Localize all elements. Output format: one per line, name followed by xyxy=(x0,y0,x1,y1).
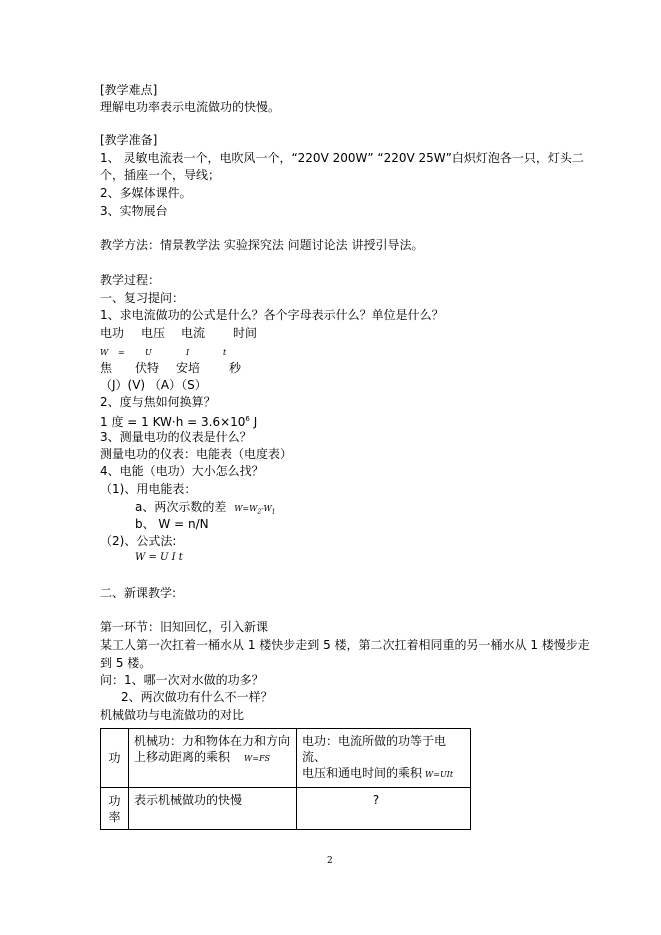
difficulty-text: 理解电功率表示电流做功的快慢。 xyxy=(100,100,281,114)
question-1: 1、求电流做功的公式是什么？各个字母表示什么？单位是什么？ xyxy=(100,308,444,322)
conversion-formula: 1 度 = 1 $KW\cdot h = 3.6\times 10^6$ J xyxy=(100,415,258,429)
name-voltage: 电压 xyxy=(141,326,166,340)
meter-answer: 测量电功的仪表：电能表（电度表） xyxy=(100,447,293,461)
unit-second: 秒 xyxy=(229,361,242,375)
table-row xyxy=(101,788,471,830)
unit-ampere: 安培 xyxy=(176,361,201,375)
question-4: 4、电能（电功）大小怎么找？ xyxy=(100,464,264,478)
comparison-table xyxy=(100,728,471,830)
process-heading: 教学过程： xyxy=(100,273,161,287)
method-meter-b: b、 W = n/N xyxy=(135,517,209,531)
question-2: 2、度与焦如何换算？ xyxy=(100,395,216,409)
method-meter: （1)、用电能表： xyxy=(100,482,197,496)
symbol-w: W xyxy=(100,348,109,357)
new-lesson-heading: 二、新课教学: xyxy=(100,586,177,600)
prep-item2: 2、多媒体课件。 xyxy=(100,186,192,200)
prep-heading: [教学准备] xyxy=(100,133,158,147)
difficulty-heading: [教学难点] xyxy=(100,83,158,97)
method-meter-a: a、两次示数的差 $W=W_2-W_1$ xyxy=(135,500,276,516)
name-time: 时间 xyxy=(233,326,258,340)
prep-item3: 3、实物展台 xyxy=(100,204,168,218)
cell-mechanical-work: 机械功：力和物体在力和方向 上移动距离的乘积 W=FS xyxy=(129,729,297,788)
story-line-2: 到 5 楼。 xyxy=(100,656,152,670)
name-work: 电功 xyxy=(100,326,125,340)
cell-mechanical-power: 表示机械做功的快慢 xyxy=(129,788,297,830)
method-formula: （2)、公式法: xyxy=(100,534,177,548)
symbol-i: I xyxy=(186,348,190,357)
unit-volt: 伏特 xyxy=(135,361,160,375)
question-3: 3、测量电功的仪表是什么？ xyxy=(100,430,252,444)
compare-title: 机械做功与电流做功的对比 xyxy=(100,708,245,722)
step-1: 第一环节：旧知回忆，引入新课 xyxy=(100,620,269,634)
review-heading: 一、复习提问： xyxy=(100,291,185,305)
row-header-power: 功 率 xyxy=(101,788,129,830)
cell-electric-work: 电功：电流所做的功等于电流、 电压和通电时间的乘积 W=UIt xyxy=(297,729,471,788)
page-number: 2 xyxy=(327,856,333,866)
table-row xyxy=(101,729,471,788)
row-header-work: 功 xyxy=(101,729,129,788)
ask-2: 2、两次做功有什么不一样？ xyxy=(121,690,273,704)
teaching-methods: 教学方法：情景教学法 实验探究法 问题讨论法 讲授引导法。 xyxy=(100,238,424,252)
prep-item1-line1: 1、 灵敏电流表一个，电吹风一个，“220V 200W” “220V 25W”白炽灯泡各一只，灯头二 xyxy=(100,151,584,165)
unit-symbols: （J）(V) （A）（S） xyxy=(100,378,207,392)
prep-item1-line2: 个，插座一个，导线； xyxy=(100,168,221,182)
symbol-t: t xyxy=(223,348,227,357)
story-line-1: 某工人第一次扛着一桶水从 1 楼快步走到 5 楼，第二次扛着相同重的另一桶水从 1 楼慢步走 xyxy=(100,638,590,652)
formula-wuit: W = U I t xyxy=(135,552,183,563)
name-current: 电流 xyxy=(181,326,206,340)
ask-1: 问：1、哪一次对水做的功多？ xyxy=(100,673,264,687)
unit-joule: 焦 xyxy=(100,361,113,375)
symbol-equals: = xyxy=(118,348,125,357)
cell-electric-power: ? xyxy=(297,788,471,830)
symbol-u: U xyxy=(145,348,152,357)
